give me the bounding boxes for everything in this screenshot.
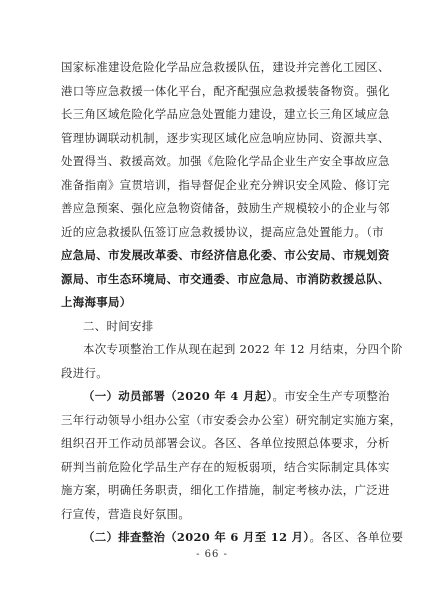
text-line: 港口等应急救援一体化平台，配齐配强应急救援装备物资。强化: [61, 83, 390, 98]
text-line: 准备指南》宣贯培训，指导督促企业充分辨识安全风险、修订完: [61, 177, 390, 192]
text-line: 段进行。: [61, 365, 108, 380]
text-line: 施方案，明确任务职责，细化工作措施，制定考核办法，广泛进: [61, 483, 390, 497]
text-line: 国家标准建设危险化学品应急救援队伍，建设并完善化工园区、: [61, 60, 390, 74]
text-line: 长三角区域危险化学品应急处置能力建设，建立长三角区域应急: [61, 107, 390, 121]
body-text: [61, 56, 404, 550]
text-line: 研判当前危险化学品生产存在的短板弱项，结合实际制定具体实: [61, 459, 390, 474]
phase-heading: （二）排查整治（2020 年 6 月至 12 月）: [83, 530, 310, 544]
text-line: 近的应急救援队伍签订应急救援协议，提高应急处置能力。（市: [61, 224, 385, 239]
text-line: 本次专项整治工作从现在起到 2022 年 12 月结束，分四个阶: [83, 342, 403, 356]
section-heading: 二、时间安排: [83, 318, 154, 333]
text-line: 三年行动领导小组办公室（市安委会办公室）研究制定实施方案，: [61, 412, 402, 427]
page-number: - 66 -: [196, 549, 228, 560]
text-line: 行宣传，营造良好氛围。: [61, 506, 191, 521]
text-line: 组织召开工作动员部署会议。各区、各单位按照总体要求，分析: [61, 436, 390, 450]
phase-heading-tail: 。市安全生产专项整治: [272, 389, 390, 403]
text-line: 处置得当、救援高效。加强《危险化学品企业生产安全事故应急: [61, 154, 390, 168]
text-line: 善应急预案、强化应急物资储备，鼓励生产规模较小的企业与邻: [61, 201, 390, 215]
phase-heading-line: [61, 385, 390, 409]
phase-heading-line: [61, 526, 404, 550]
responsible-units-line: 应急局、市发展改革委、市经济信息化委、市公安局、市规划资: [61, 248, 390, 262]
responsible-units-line: 上海海事局）: [61, 295, 132, 309]
phase-heading-tail: 。各区、各单位要: [309, 530, 404, 544]
responsible-units-line: 源局、市生态环境局、市交通委、市应急局、市消防救援总队、: [61, 271, 390, 286]
phase-heading: （一）动员部署（2020 年 4 月起）: [83, 389, 273, 403]
text-line: 管理协调联动机制，逐步实现区域化应急响应协同、资源共享、: [61, 130, 390, 145]
